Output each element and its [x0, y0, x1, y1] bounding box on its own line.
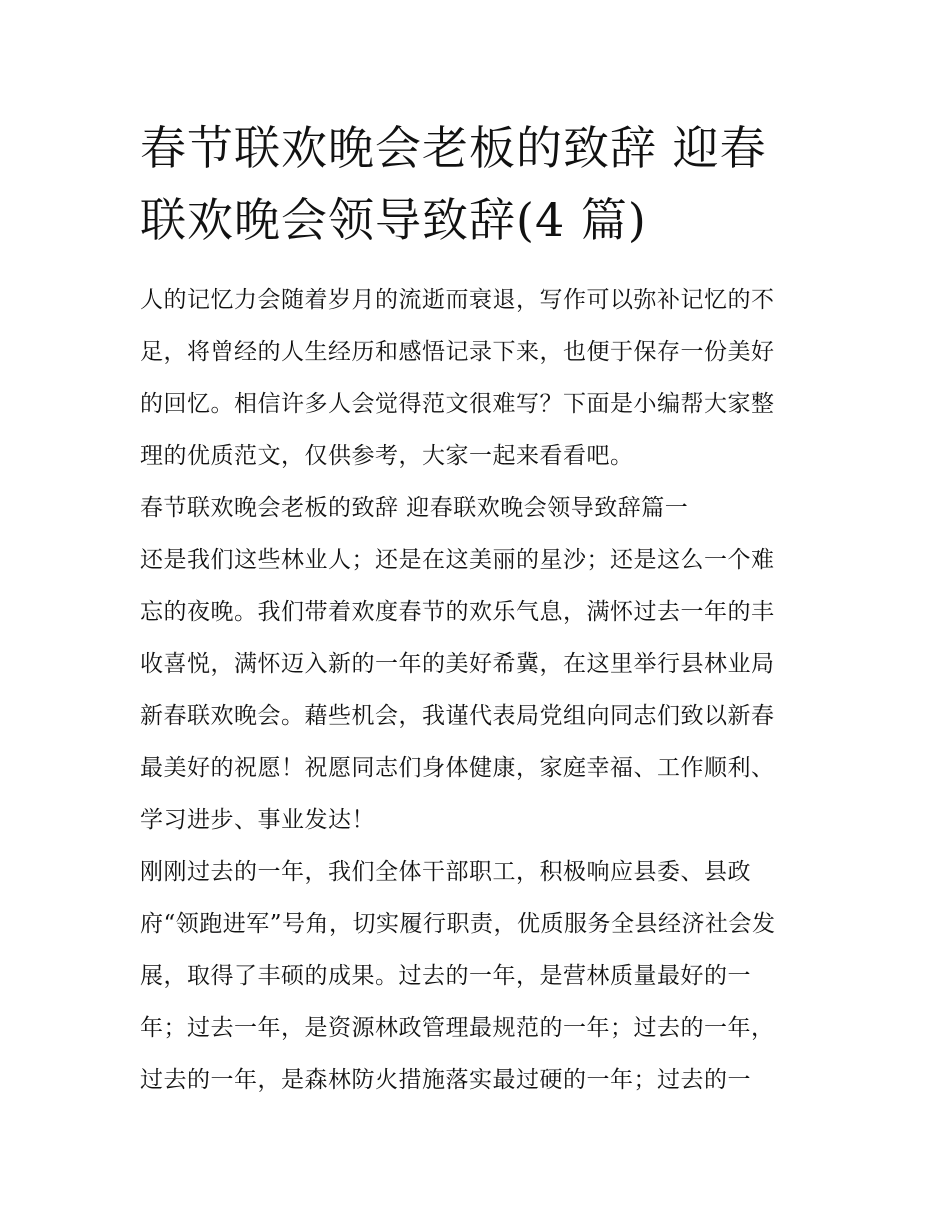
title-line: 春节联欢晚会老板的致辞 迎春: [140, 121, 767, 175]
text-line: 新春联欢晚会。藉些机会，我谨代表局党组向同志们致以新春: [140, 703, 775, 729]
body-paragraph-2: [140, 846, 820, 1106]
text-line: 过去的一年，是森林防火措施落实最过硬的一年；过去的一: [140, 1067, 751, 1093]
text-line: 刚刚过去的一年，我们全体干部职工，积极响应县委、县政: [140, 859, 751, 885]
text-line: 的回忆。相信许多人会觉得范文很难写？下面是小编帮大家整: [140, 391, 775, 417]
text-line: 人的记忆力会随着岁月的流逝而衰退，写作可以弥补记忆的不: [140, 287, 775, 313]
intro-paragraph: [140, 274, 820, 482]
document-title: [140, 112, 820, 256]
text-line: 年；过去一年，是资源林政管理最规范的一年；过去的一年，: [140, 1015, 775, 1041]
text-line: 学习进步、事业发达！: [140, 807, 375, 833]
text-line: 最美好的祝愿！祝愿同志们身体健康，家庭幸福、工作顺利、: [140, 755, 775, 781]
document-page: [140, 112, 820, 1106]
text-line: 理的优质范文，仅供参考，大家一起来看看吧。: [140, 443, 634, 469]
text-line: 还是我们这些林业人；还是在这美丽的星沙；还是这么一个难: [140, 547, 775, 573]
text-line: 展，取得了丰硕的成果。过去的一年，是营林质量最好的一: [140, 963, 751, 989]
body-paragraph-1: [140, 534, 820, 846]
text-line: 忘的夜晚。我们带着欢度春节的欢乐气息，满怀过去一年的丰: [140, 599, 775, 625]
text-line: 府“领跑进军”号角，切实履行职责，优质服务全县经济社会发: [140, 911, 776, 937]
text-line: 春节联欢晚会老板的致辞 迎春联欢晚会领导致辞篇一: [140, 495, 689, 521]
text-line: 足，将曾经的人生经历和感悟记录下来，也便于保存一份美好: [140, 339, 775, 365]
text-line: 收喜悦，满怀迈入新的一年的美好希冀，在这里举行县林业局: [140, 651, 775, 677]
title-line: 联欢晚会领导致辞(4 篇): [140, 193, 647, 247]
section-heading: [140, 482, 820, 534]
